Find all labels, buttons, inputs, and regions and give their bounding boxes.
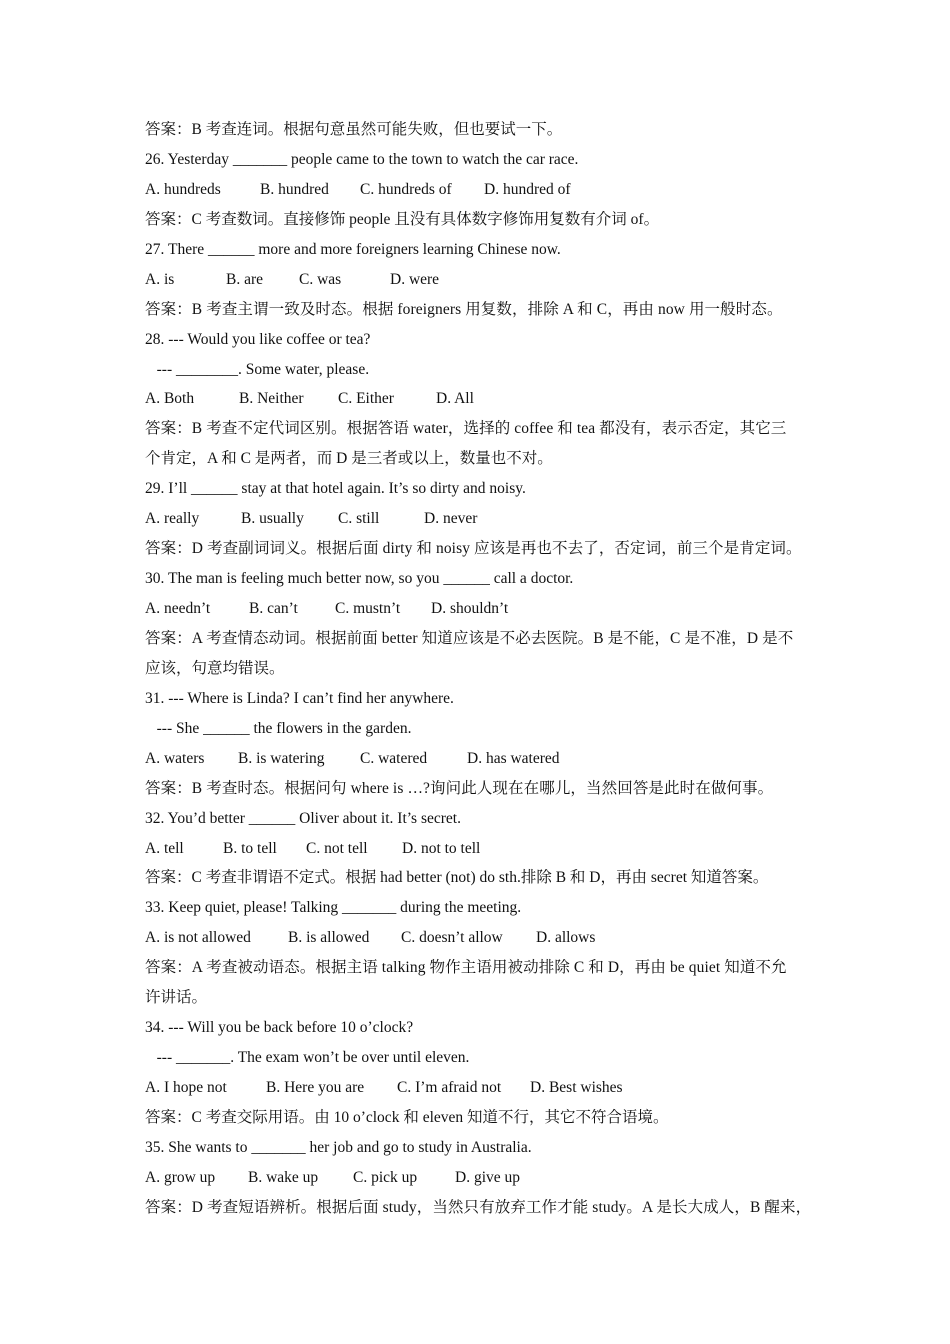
option-c: C. Either [338,390,394,408]
option-d: D. All [436,390,474,408]
answer-34-explanation: 答案：C 考查交际用语。由 10 o’clock 和 eleven 知道不行，其它不符合语境。 [145,1108,669,1126]
option-a: A. grow up [145,1168,216,1186]
options-26 [145,175,825,205]
option-c: C. doesn’t allow [401,929,503,947]
option-d: D. shouldn’t [431,600,509,617]
options-31 [145,744,825,774]
answer-30-explanation: 答案：A 考查情态动词。根据前面 better 知道应该是不必去医院。B 是不能，C 是不准，D 是不 [145,629,794,647]
options-27 [145,265,825,295]
option-c: C. not tell [306,839,368,857]
option-d: D. give up [455,1168,521,1186]
question-35: 35. She wants to _______ her job and go to study in Australia. [145,1138,532,1156]
options-28 [145,384,825,414]
option-a: A. hundreds [145,180,221,198]
answer-31-explanation: 答案：B 考查时态。根据问句 where is …?询问此人现在在哪儿，当然回答是此时在做何事。 [145,779,774,797]
answer-26-explanation: 答案：C 考查数词。直接修饰 people 且没有具体数字修饰用复数有介词 of。 [145,210,660,228]
option-c: C. hundreds of [360,180,452,198]
question-28-reply: --- ________. Some water, please. [145,360,370,378]
options-34 [145,1073,825,1103]
answer-32-explanation: 答案：C 考查非谓语不定式。根据 had better (not) do sth.排除 B 和 D，再由 secret 知道答案。 [145,869,769,887]
question-28: 28. --- Would you like coffee or tea? [145,330,371,348]
question-26: 26. Yesterday _______ people came to the town to watch the car race. [145,150,579,168]
options-29 [145,504,825,534]
option-b: B. can’t [249,600,298,617]
option-a: A. Both [145,390,195,408]
answer-28-explanation: 答案：B 考查不定代词区别。根据答语 water，选择的 coffee 和 tea 都没有，表示否定，其它三 [145,420,787,438]
answer-29-explanation: 答案：D 考查副词词义。根据后面 dirty 和 noisy 应该是再也不去了，否定词，前三个是肯定词。 [145,540,802,558]
answer-35-explanation: 答案：D 考查短语辨析。根据后面 study，当然只有放弃工作才能 study。A 是长大成人，B 醒来， [145,1198,812,1216]
option-d: D. Best wishes [530,1079,623,1096]
answer-33-explanation-cont: 许讲话。 [145,989,208,1007]
question-34: 34. --- Will you be back before 10 o’clock? [145,1019,414,1037]
option-b: B. usually [241,510,304,528]
answer-27-explanation: 答案：B 考查主谓一致及时态。根据 foreigners 用复数，排除 A 和 C，再由 now 用一般时态。 [145,300,783,318]
option-c: C. was [299,270,342,288]
option-a: A. needn’t [145,600,211,617]
question-30: 30. The man is feeling much better now, so you ______ call a doctor. [145,570,574,588]
answer-33-explanation: 答案：A 考查被动语态。根据主语 talking 物作主语用被动排除 C 和 D，再由 be quiet 知道不允 [145,959,787,977]
option-d: D. has watered [467,749,560,767]
option-b: B. hundred [260,180,329,198]
option-d: D. hundred of [484,180,571,198]
option-a: A. is [145,270,175,288]
options-33 [145,923,825,953]
option-b: B. is allowed [288,929,370,947]
option-c: C. I’m afraid not [397,1079,502,1096]
question-31: 31. --- Where is Linda? I can’t find her anywhere. [145,689,454,707]
question-32: 32. You’d better ______ Oliver about it. It’s secret. [145,809,461,827]
question-27: 27. There ______ more and more foreigners learning Chinese now. [145,240,561,258]
answer-30-explanation-cont: 应该，句意均错误。 [145,659,285,677]
option-d: D. were [390,270,440,288]
option-c: C. mustn’t [335,600,401,617]
option-b: B. are [226,270,264,288]
question-34-reply: --- _______. The exam won’t be over until eleven. [145,1049,470,1067]
question-31-reply: --- She ______ the flowers in the garden. [145,719,412,737]
option-b: B. Here you are [266,1079,365,1096]
answer-28-explanation-cont: 个肯定，A 和 C 是两者，而 D 是三者或以上，数量也不对。 [145,450,553,468]
document-page [145,115,825,1223]
option-c: C. watered [360,749,428,767]
question-33: 33. Keep quiet, please! Talking _______ during the meeting. [145,899,522,917]
option-b: B. Neither [239,390,304,408]
answer-25-explanation: 答案：B 考查连词。根据句意虽然可能失败，但也要试一下。 [145,121,563,138]
option-c: C. pick up [353,1168,418,1186]
option-d: D. allows [536,929,596,947]
option-b: B. wake up [248,1168,319,1186]
options-30 [145,594,825,624]
option-a: A. really [145,510,200,528]
option-a: A. waters [145,749,205,767]
options-32 [145,834,825,864]
option-a: A. I hope not [145,1079,227,1096]
option-d: D. not to tell [402,839,481,857]
option-b: B. to tell [223,839,277,857]
option-a: A. is not allowed [145,929,251,947]
question-29: 29. I’ll ______ stay at that hotel again. It’s so dirty and noisy. [145,480,526,498]
option-d: D. never [424,510,478,528]
options-35 [145,1163,825,1193]
option-c: C. still [338,510,380,528]
option-a: A. tell [145,839,184,857]
option-b: B. is watering [238,749,325,767]
